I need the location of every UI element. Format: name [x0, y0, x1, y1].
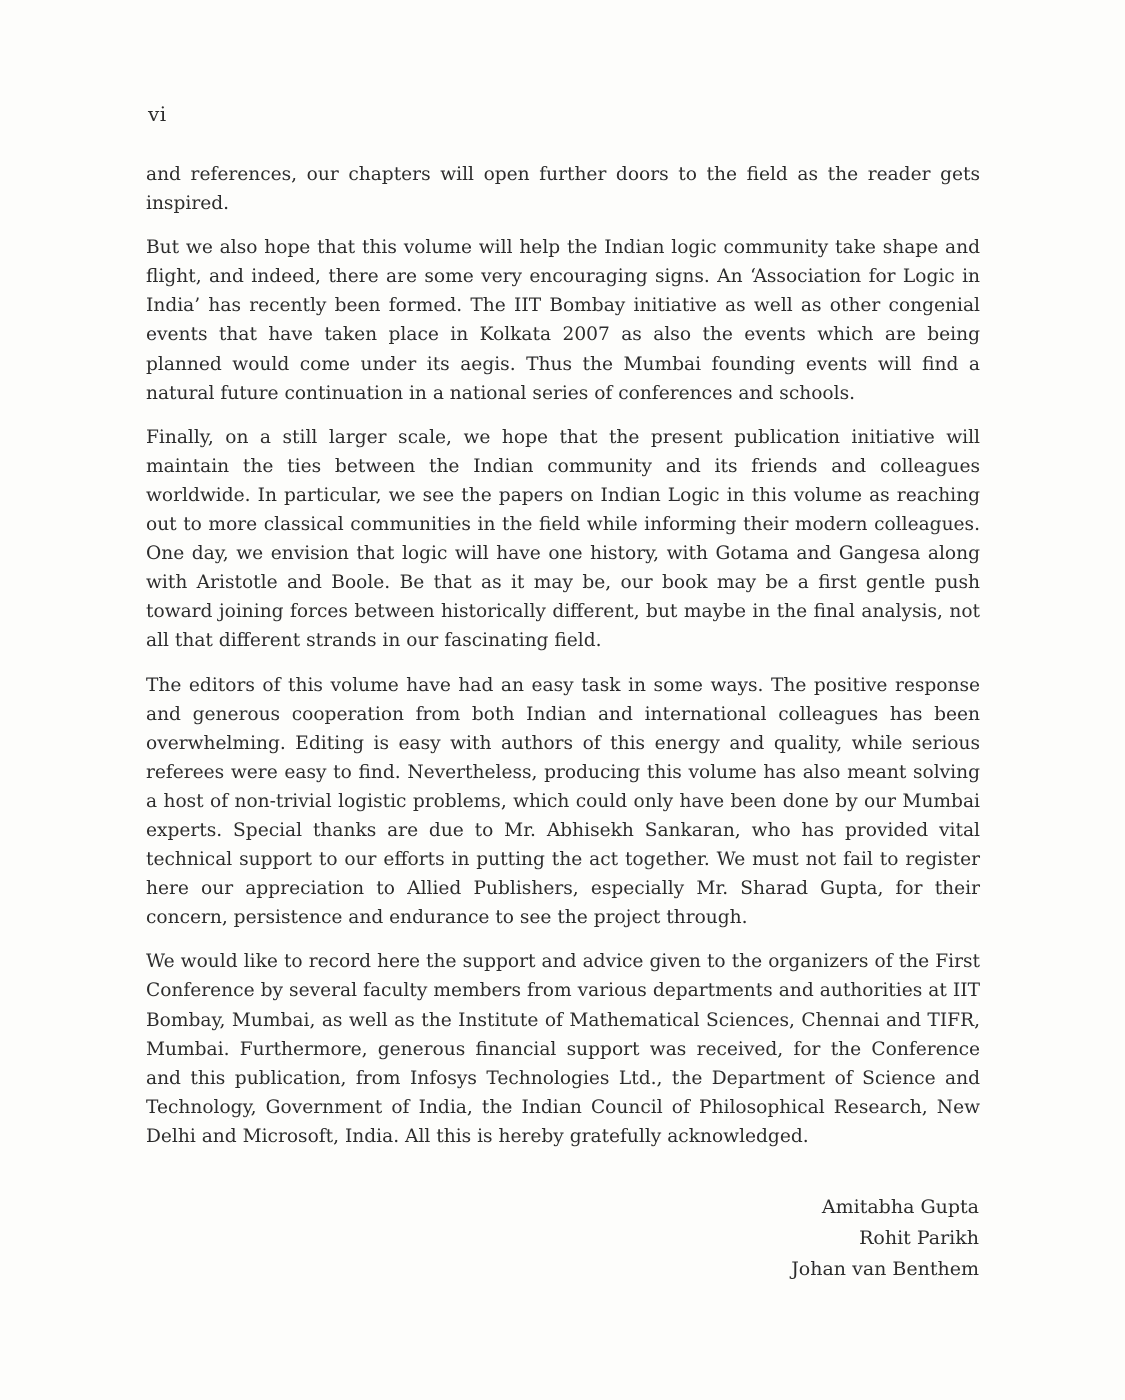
paragraph-references: and references, our chapters will open further doors to the field as the reader gets inspired. — [146, 164, 980, 215]
page-number: vi — [148, 102, 167, 126]
preface-body — [146, 160, 980, 1166]
paragraph-editors-thanks: The editors of this volume have had an easy task in some ways. The positive response and generous cooperation from both Indian and international colleagues has been overwhelming. Editing is easy with authors of this energy and quality, while serious referees were easy to find. Nevertheless, producing this volume has also meant solving a host of non-trivial logistic problems, which could only have been done by our Mumbai experts. Special thanks are due to Mr. Abhisekh Sankaran, who has provided vital technical support to our efforts in putting the act together. We must not fail to register here our appreciation to Allied Publishers, especially Mr. Sharad Gupta, for their concern, persistence and endurance to see the project through. — [146, 674, 980, 929]
paragraph-community-hopes: But we also hope that this volume will help the Indian logic community take shape and flight, and indeed, there are some very encouraging signs. An ‘Association for Logic in India’ has recently been formed. The IIT Bombay initiative as well as other congenial events that have taken place in Kolkata 2007 as also the events which are being planned would come under its aegis. Thus the Mumbai founding events will find a natural future continuation in a national series of conferences and schools. — [146, 237, 980, 404]
editor-signatures — [791, 1192, 979, 1285]
paragraph-acknowledgements: We would like to record here the support and advice given to the organizers of the First Conference by several faculty members from various departments and authorities at IIT Bombay, Mumbai, as well as the Institute of Mathematical Sciences, Chennai and TIFR, Mumbai. Furthermore, generous financial support was received, for the Conference and this publication, from Infosys Technologies Ltd., the Department of Science and Technology, Government of India, the Indian Council of Philosophical Research, New Delhi and Microsoft, India. All this is hereby gratefully acknowledged. — [146, 951, 980, 1147]
signatory-name: Johan van Benthem — [791, 1258, 979, 1280]
signatory-name: Amitabha Gupta — [821, 1196, 979, 1218]
signatory-name: Rohit Parikh — [859, 1227, 979, 1249]
paragraph-worldwide-ties: Finally, on a still larger scale, we hope that the present publication initiative will maintain the ties between the Indian community and its friends and colleagues worldwide. In particular, we see the papers on Indian Logic in this volume as reaching out to more classical communities in the field while informing their modern colleagues. One day, we envision that logic will have one history, with Gotama and Gangesa along with Aristotle and Boole. Be that as it may be, our book may be a first gentle push toward joining forces between historically different, but maybe in the final analysis, not all that different strands in our fascinating field. — [146, 426, 980, 652]
